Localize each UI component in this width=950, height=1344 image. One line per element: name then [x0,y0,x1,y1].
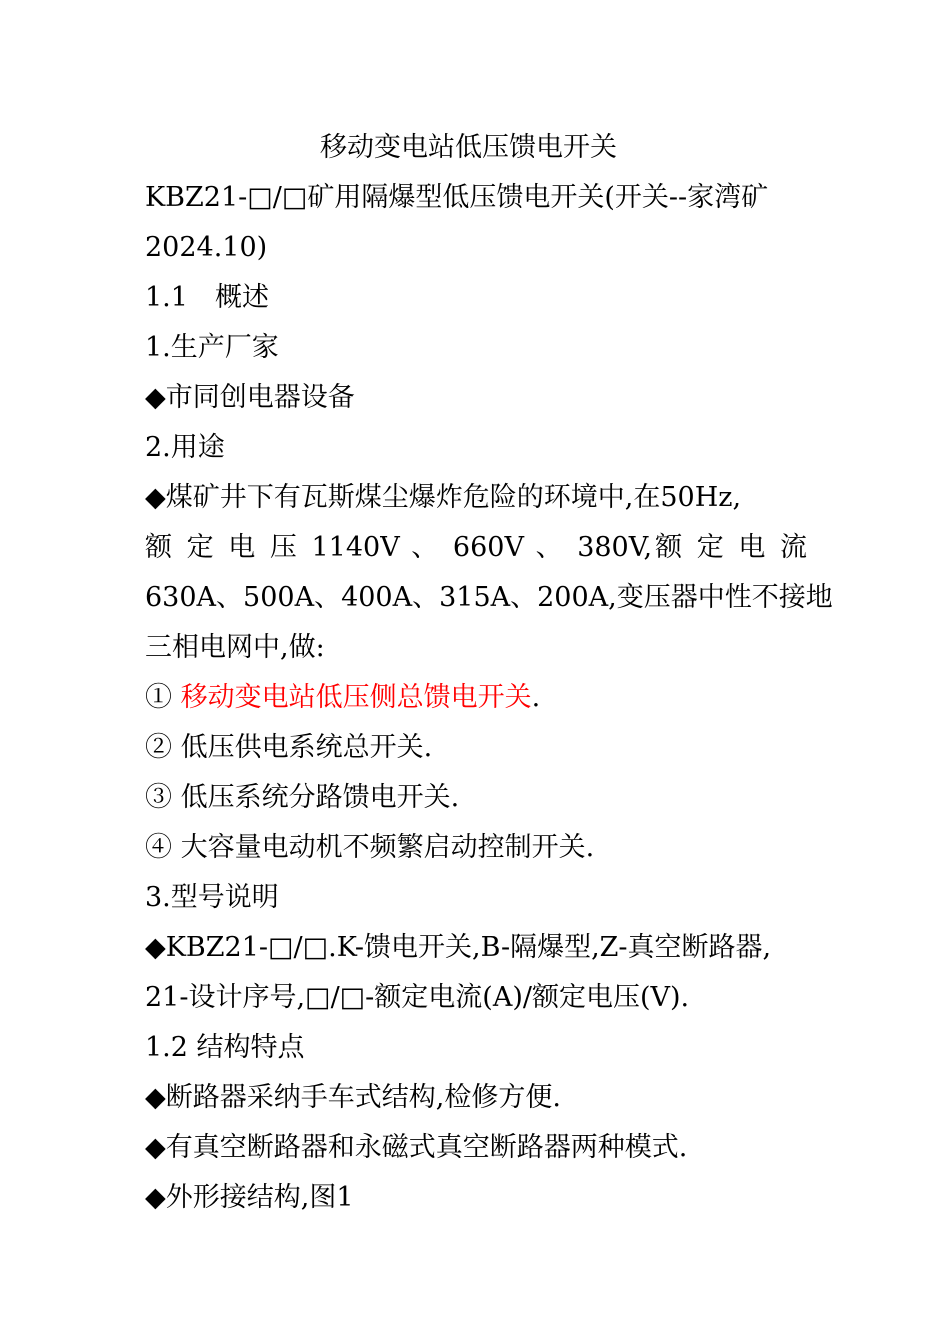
text-line: 630A、500A、400A、315A、200A,变压器中性不接地 [145,582,833,613]
section-heading: 1.1 概述 [145,282,269,313]
bullet-item: ◆市同创电器设备 [145,382,355,413]
use-item [145,681,807,715]
text-line: 额 定 电 压 1140V 、 660V 、 380V,额 定 电 流 [145,532,807,563]
bullet-item: ◆外形接结构,图1 [145,1182,354,1213]
item-text: 大容量电动机不频繁启动控制开关 [180,832,586,863]
item-end: . [450,782,460,813]
bullet-item: ◆煤矿井下有瓦斯煤尘爆炸危险的环境中,在50Hz, [145,482,742,513]
text-line: 2024.10) [145,232,268,263]
item-text: 低压系统分路馈电开关 [180,782,451,813]
bullet-item: ◆KBZ21-□/□.K-馈电开关,B-隔爆型,Z-真空断路器, [145,932,772,963]
document-title: 移动变电站低压馈电开关 [320,132,617,163]
item-text: 低压供电系统总开关 [180,732,424,763]
item-end: . [531,682,541,713]
use-item [145,831,807,865]
item-marker: ② [145,732,172,763]
text-line: 三相电网中,做: [145,632,325,663]
use-item [145,731,807,765]
text-line: 21-设计序号,□/□-额定电流(A)/额定电压(V). [145,982,690,1013]
subsection-heading: 2.用途 [145,432,225,463]
item-end: . [423,732,433,763]
use-item [145,781,807,815]
item-marker: ③ [145,782,172,813]
highlighted-text: 移动变电站低压侧总馈电开关 [180,682,532,713]
section-heading: 1.2 结构特点 [145,1032,305,1063]
item-marker: ④ [145,832,172,863]
item-end: . [585,832,595,863]
text-line: KBZ21-□/□矿用隔爆型低压馈电开关(开关--家湾矿 [145,182,769,213]
bullet-item: ◆有真空断路器和永磁式真空断路器两种模式. [145,1132,688,1163]
bullet-item: ◆断路器采纳手车式结构,检修方便. [145,1082,561,1113]
item-marker: ① [145,682,172,713]
subsection-heading: 3.型号说明 [145,882,279,913]
subsection-heading: 1.生产厂家 [145,332,279,363]
